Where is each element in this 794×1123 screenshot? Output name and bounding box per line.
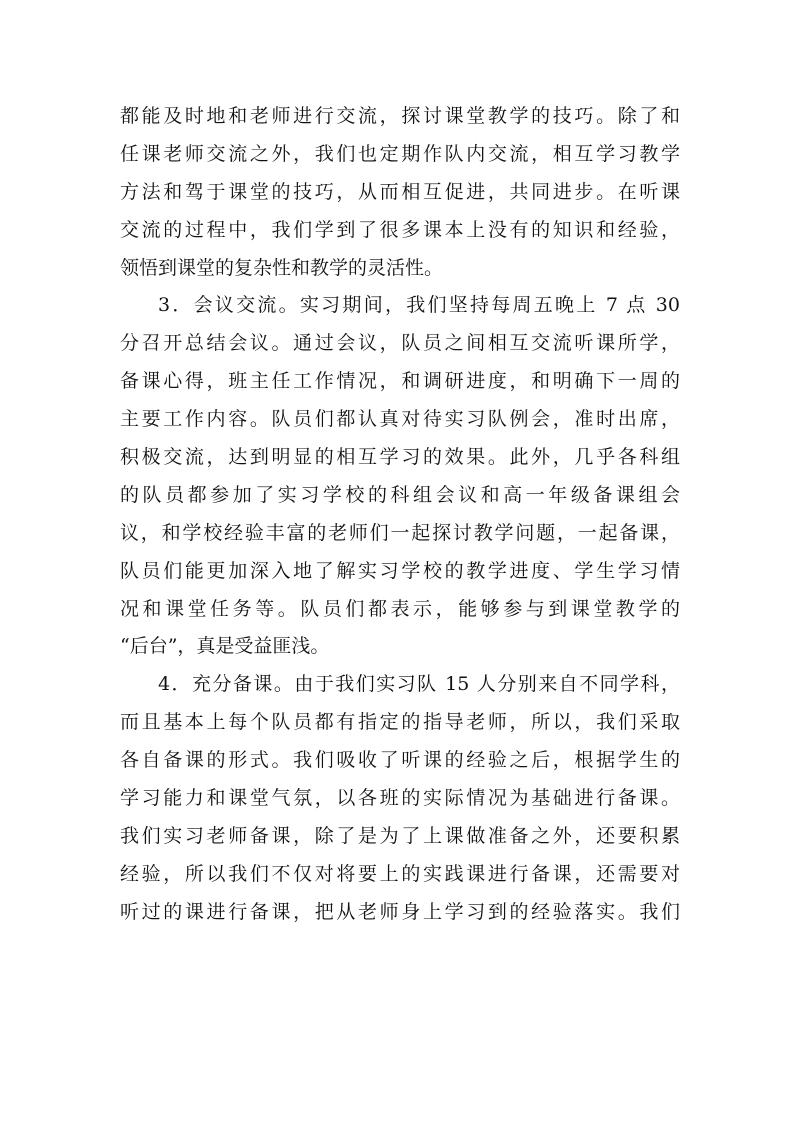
- text-line: 的队员都参加了实习学校的科组会议和高一年级备课组会: [120, 483, 680, 506]
- text-line: 况和课堂任务等。队员们都表示，能够参与到课堂教学的: [120, 597, 680, 620]
- text-line: 听过的课进行备课，把从老师身上学习到的经验落实。我们: [120, 900, 680, 923]
- text-line: 而且基本上每个队员都有指定的指导老师，所以，我们采取: [120, 711, 680, 734]
- text-line: 方法和驾于课堂的技巧，从而相互促进，共同进步。在听课: [120, 180, 680, 203]
- text-line: 4．充分备课。由于我们实习队 15 人分别来自不同学科，: [158, 673, 680, 696]
- text-line: 学习能力和课堂气氛，以各班的实际情况为基础进行备课。: [120, 787, 680, 810]
- text-line: 各自备课的形式。我们吸收了听课的经验之后，根据学生的: [120, 749, 680, 772]
- text-line: 任课老师交流之外，我们也定期作队内交流，相互学习教学: [120, 142, 680, 165]
- text-line: 备课心得，班主任工作情况，和调研进度，和明确下一周的: [120, 370, 680, 393]
- text-line: 领悟到课堂的复杂性和教学的灵活性。: [120, 256, 444, 279]
- text-line: 议，和学校经验丰富的老师们一起探讨教学问题，一起备课，: [120, 521, 680, 544]
- text-line: 主要工作内容。队员们都认真对待实习队例会，准时出席，: [120, 408, 680, 431]
- text-line: 3．会议交流。实习期间，我们坚持每周五晚上 7 点 30: [158, 294, 680, 317]
- text-line: 经验，所以我们不仅对将要上的实践课进行备课，还需要对: [120, 862, 680, 885]
- text-line: 队员们能更加深入地了解实习学校的教学进度、学生学习情: [120, 559, 680, 582]
- text-line: 分召开总结会议。通过会议，队员之间相互交流听课所学，: [120, 332, 680, 355]
- text-line: 都能及时地和老师进行交流，探讨课堂教学的技巧。除了和: [120, 105, 680, 127]
- text-line: 我们实习老师备课，除了是为了上课做准备之外，还要积累: [120, 824, 680, 847]
- text-line: 积极交流，达到明显的相互学习的效果。此外，几乎各科组: [120, 446, 680, 469]
- body-text: [120, 98, 680, 932]
- text-line: 交流的过程中，我们学到了很多课本上没有的知识和经验，: [120, 218, 680, 241]
- text-line: “后台”，真是受益匪浅。: [120, 635, 330, 658]
